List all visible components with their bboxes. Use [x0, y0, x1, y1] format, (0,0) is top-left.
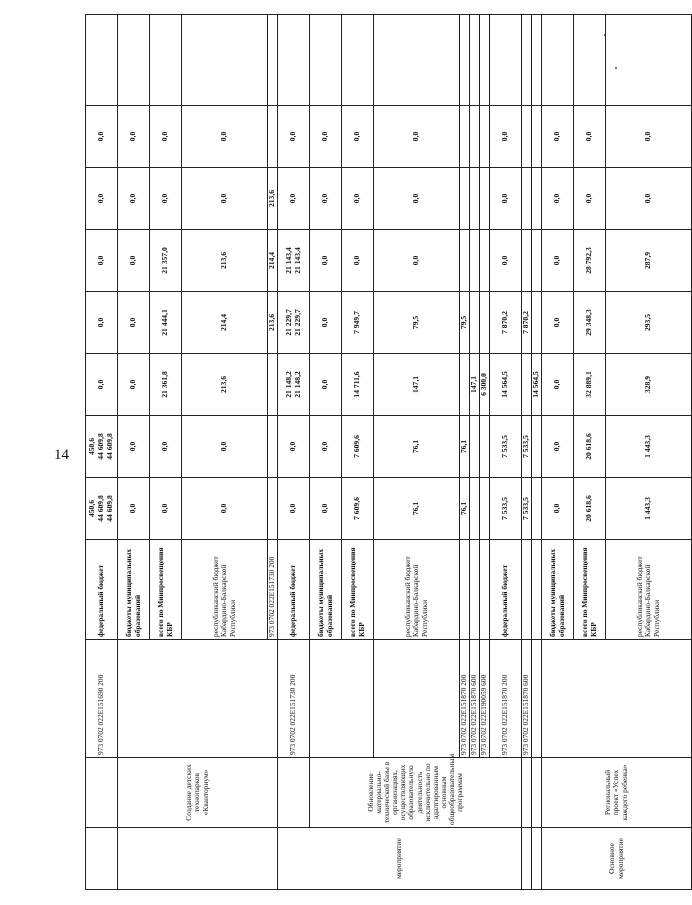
- table-row: 14 564,5: [532, 15, 542, 890]
- item-type: Основное мероприятие: [542, 828, 692, 890]
- item-name: Региональный проект «Успех каждого ребенка»: [542, 758, 692, 828]
- table-row: 973 0702 022E151730 200 213,6 214,4 213,6: [268, 15, 278, 890]
- table-row: мероприятие 973 0702 022E151730 200 федеральный бюджет 0,0 0,0 21 148,2 21 148,2 21 229,7 21 229,7 21 143,4 21 143,4 0,0 0,0: [278, 15, 310, 890]
- value-cell: 450,6 44 609,8 44 609,8: [86, 478, 118, 540]
- item-name: Создание детских технопарков «Кванториум»: [118, 758, 278, 828]
- table-row: 973 0702 022E151870 200 федеральный бюджет 7 533,5 7 533,5 14 564,5 7 870,2 0,0 0,0 0,0: [490, 15, 522, 890]
- table-row: республиканский бюджет Кабардино-Балкарской Республики 0,0 0,0 213,6 214,4 213,6 0,0 0,0: [182, 15, 268, 890]
- table-row: 973 0702 022E151870 600 147,1: [470, 15, 480, 890]
- page-number: 14: [54, 447, 69, 463]
- table-row: [86, 15, 118, 890]
- table-row: 973 0702 022E151870 600 7 533,5 7 533,5 7 870,2: [522, 15, 532, 890]
- item-name: Обновление материально-технической базы в организациях, осуществляющих образовательную деятельность исключительно по адаптированным основным общеобразовательным программам: [310, 758, 522, 828]
- budget-table: [85, 33, 661, 890]
- table-row: республиканский бюджет Кабардино-Балкарской Республики 1 443,3 1 443,3 328,9 293,5 287,9 0,0 0,0: [606, 15, 692, 890]
- table-row: республиканский бюджет Кабардино-Балкарской Республики 76,1 76,1 147,1 79,5 0,0 0,0 0,0: [374, 15, 460, 890]
- table-row: 973 0702 022E190059 600 6 300,0: [480, 15, 490, 890]
- table-row: всего по Минпросвещения КБР 20 618,6 20 618,6 32 889,1 29 348,3 28 792,3 0,0 0,0: [574, 15, 606, 890]
- table-row: всего по Минпросвещения КБР 0,0 0,0 21 361,8 21 444,1 21 357,0 0,0 0,0: [150, 15, 182, 890]
- value-cell: 0,0: [86, 168, 118, 230]
- table-row: Создание детских технопарков «Кванториум» бюджеты муниципальных образований 0,0 0,0 0,0 0,0 0,0 0,0 0,0: [118, 15, 150, 890]
- code-cell: 973 0702 022E151690 200: [86, 640, 118, 758]
- value-cell: 0,0: [86, 230, 118, 292]
- source-cell: федеральный бюджет: [86, 540, 118, 640]
- table-row: 973 0702 022E151870 200 76,1 76,1 79,5: [460, 15, 470, 890]
- value-cell: 0,0: [86, 354, 118, 416]
- value-cell: 0,0: [86, 106, 118, 168]
- source-cell: бюджеты муниципальных образований: [118, 540, 150, 640]
- table-row: всего по Минпросвещения КБР 7 609,6 7 609,6 14 711,6 7 949,7 0,0 0,0 0,0: [342, 15, 374, 890]
- value-cell: 0,0: [86, 292, 118, 354]
- table-row: Обновление материально-технической базы в организациях, осуществляющих образовательную деятельность исключительно по адаптированным основным общеобразовательным программам бюджеты муниципальных образований 0,0 0,0 0,0 0,0 0,0 0,0 0,0: [310, 15, 342, 890]
- value-cell: 450,6 44 609,8 44 609,8: [86, 416, 118, 478]
- item-type: мероприятие: [278, 828, 522, 890]
- table-row: Основное мероприятие Региональный проект «Успех каждого ребенка» бюджеты муниципальных образований 0,0 0,0 0,0 0,0 0,0 0,0 0,0: [542, 15, 574, 890]
